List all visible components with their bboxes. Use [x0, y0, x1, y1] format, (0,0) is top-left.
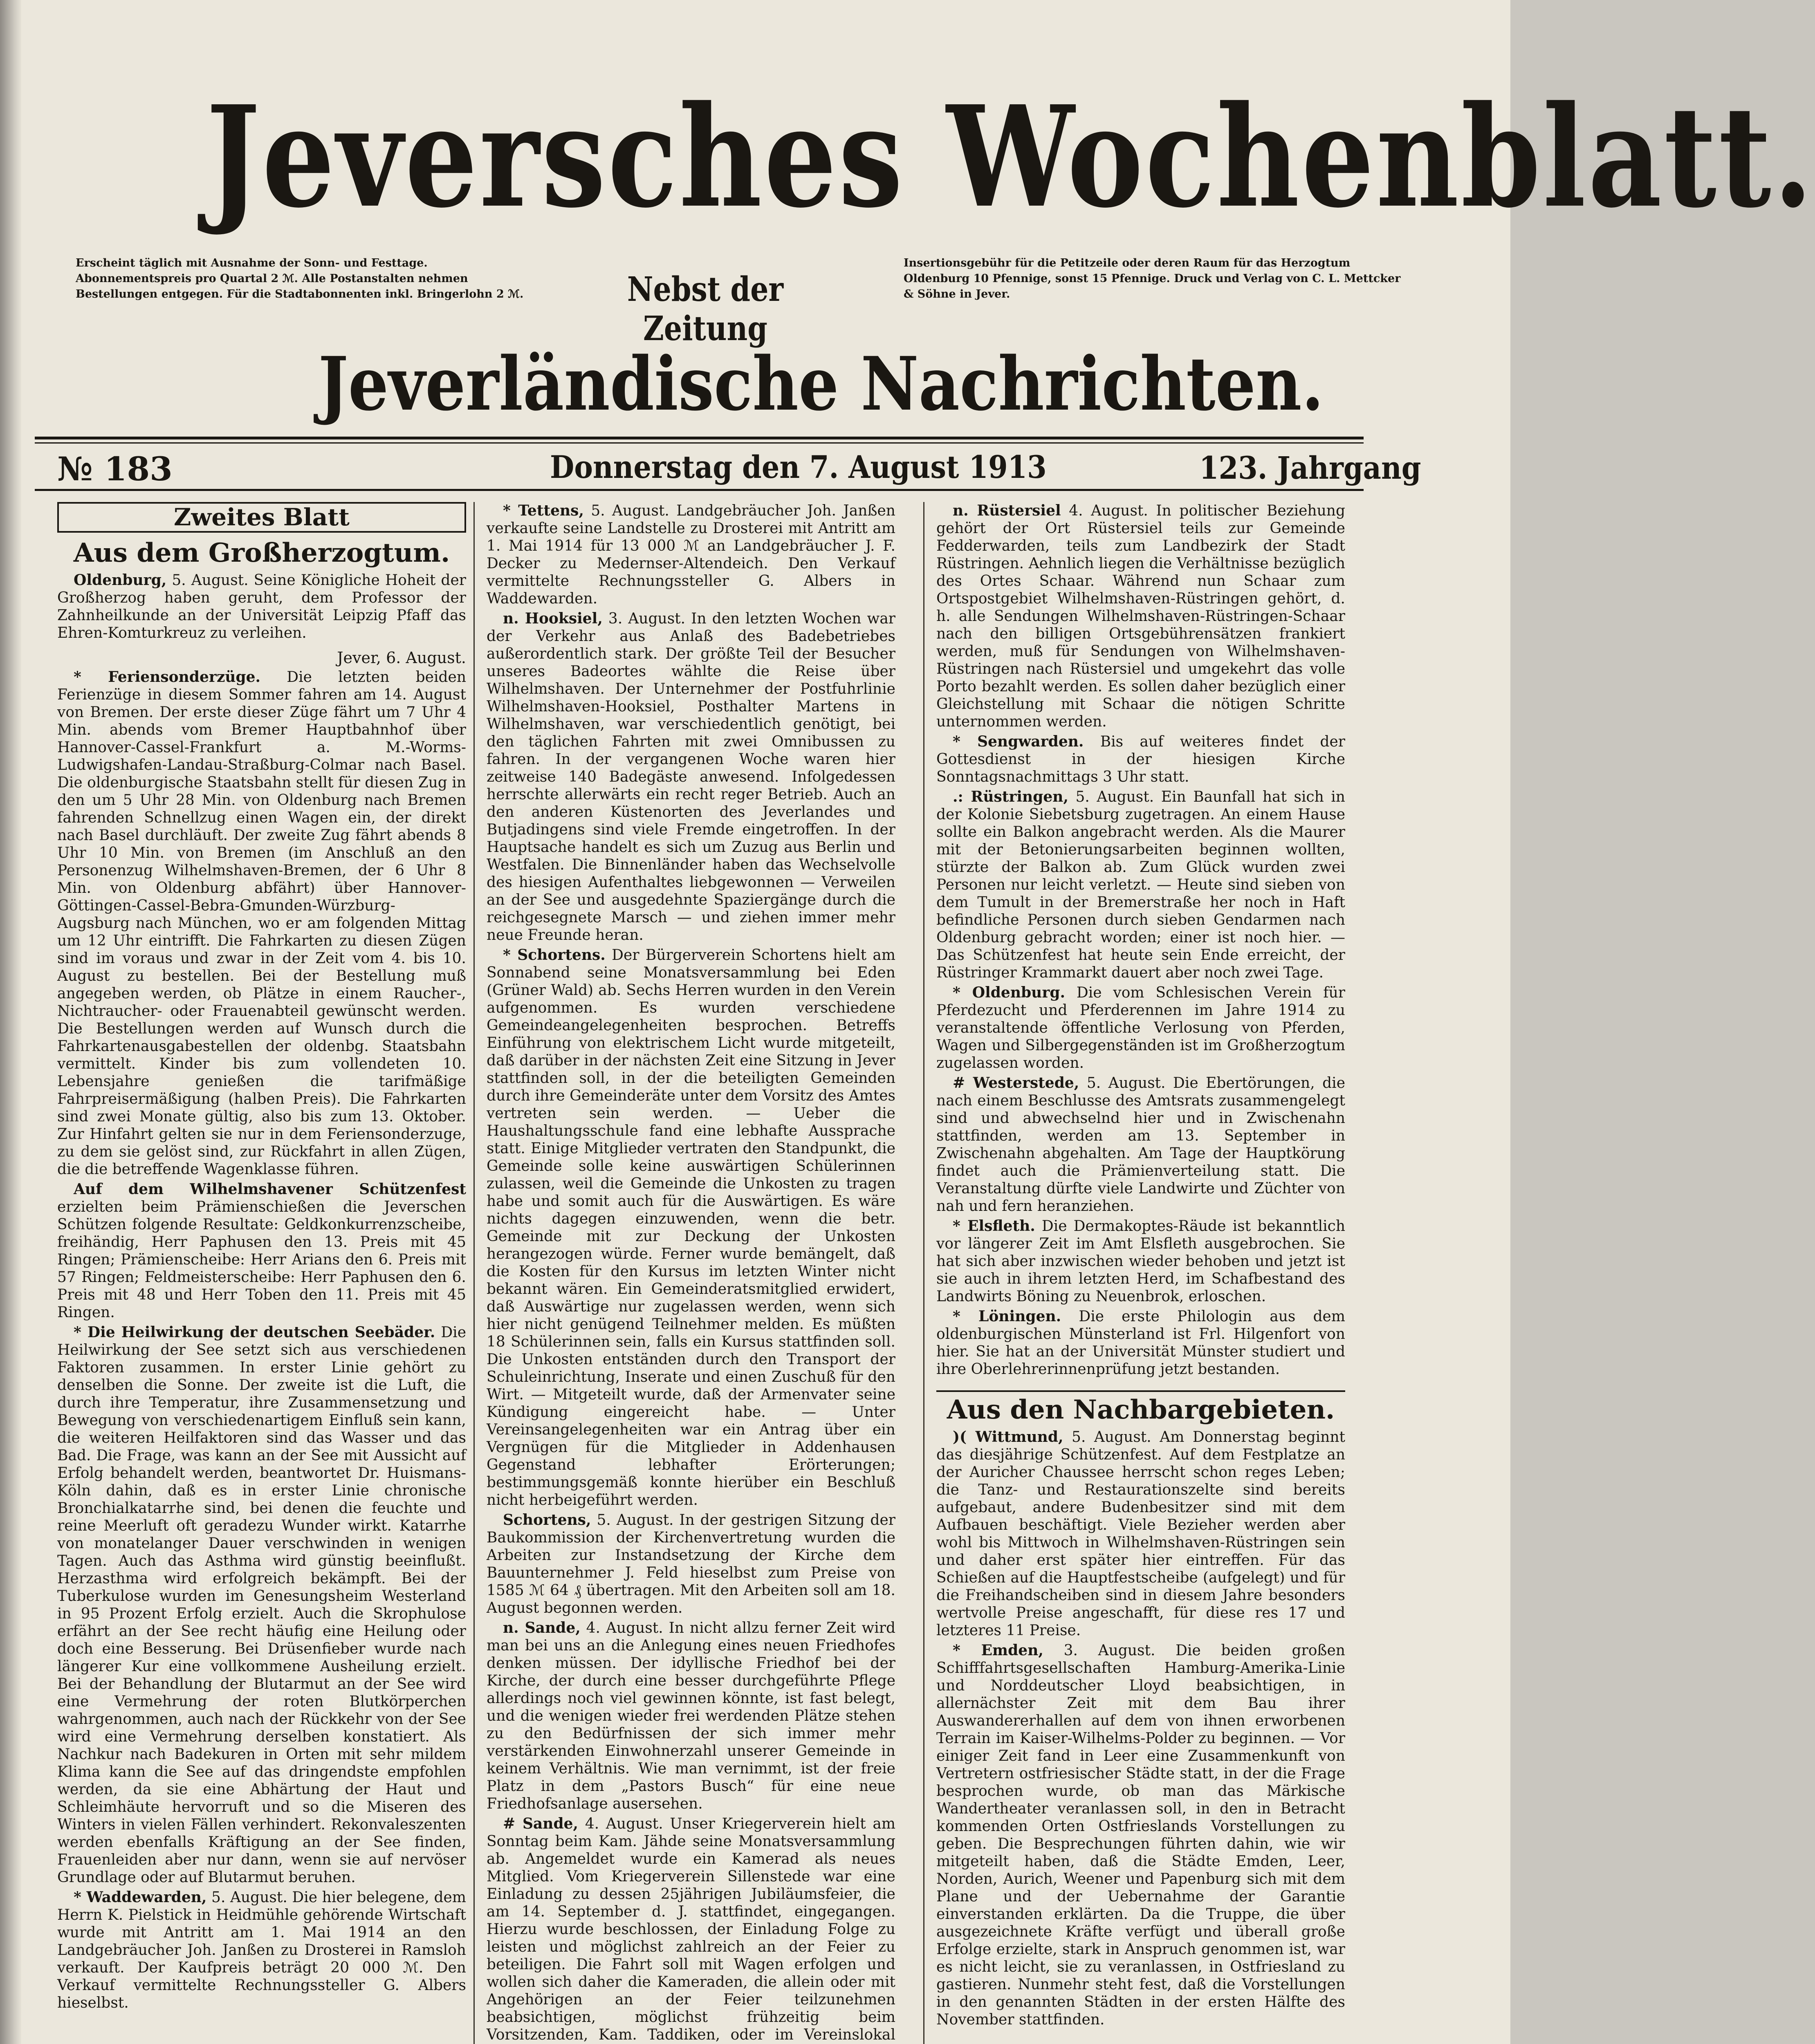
article: * Sengwarden. Bis auf weiteres findet der Gottesdienst in der hiesigen Kirche Sonntagsnachmittags 3 Uhr statt. — [936, 733, 1345, 785]
advertising-info: Insertionsgebühr für die Petitzeile oder deren Raum für das Herzogtum Oldenburg 10 Pfennige, sonst 15 Pfennige. Druck und Verlag von C. L. Mettcker & Söhne in Jever. — [904, 257, 1401, 300]
article: n. Rüstersiel 4. August. In politischer Beziehung gehört der Ort Rüstersiel teils zur Gemeinde Fedderwarden, teils zum Landbezirk der Stadt Rüstringen. Aehnlich liegen die Verhältnisse bezüglich des Ortes Schaar. Während nun Schaar zum Ortspostgebiet Wilhelmshaven-Rüstringen gehört, d. h. alle Sendungen Wilhelmshaven-Rüstringen-Schaar nach den billigen Ortsgebührensätzen frankiert werden, muß für Sendungen von Wilhelmshaven-Rüstringen nach Rüstersiel und umgekehrt das volle Porto bezahlt werden. Es sollen daher bezüglich einer Gleichstellung mit Schaar die nötigen Schritte unternommen werden. — [936, 502, 1346, 730]
page-binding-edge — [0, 0, 21, 2044]
article: * Elsfleth. Die Dermakoptes-Räude ist bekanntlich vor längerer Zeit im Amt Elsfleth ausgebrochen. Sie hat sich aber inzwischen wieder behoben und jetzt ist sie auch in ihrem letzten Herd, im Schafbestand des Landwirts Böning zu Neuenbrok, erloschen. — [936, 1217, 1345, 1305]
article: n. Hooksiel, 3. August. In den letzten Wochen war der Verkehr aus Anlaß des Badebetriebes außerordentlich stark. Der größte Teil der Besucher unseres Badeortes wählte die Reise über Wilhelmshaven. Der Unternehmer der Postfuhrlinie Wilhelmshaven-Hooksiel, Posthalter Martens in Wilhelmshaven, war verschiedentlich genötigt, bei den täglichen Fahrten mit zwei Omnibussen zu fahren. In der vergangenen Woche waren hier zeitweise 140 Badegäste anwesend. Infolgedessen herrschte allerwärts ein recht reger Betrieb. Auch an den anderen Küstenorten des Jeverlandes und Butjadingens sind viele Fremde eingetroffen. In der Hauptsache handelt es sich um Zuzug aus Berlin und Westfalen. Die Binnenländer haben das Wechselvolle des hiesigen Aufenthaltes liebgewonnen — Verweilen an der See und ausgedehnte Spaziergänge durch die reichgesegnete Marsch — und ziehen immer mehr neue Freunde heran. — [487, 610, 895, 944]
article: * Löningen. Die erste Philologin aus dem oldenburgischen Münsterland ist Frl. Hilgenfort von hier. Sie hat an der Universität Münster studiert und ihre Oberlehrerinnenprüfung jetzt bestanden. — [936, 1308, 1346, 1378]
column-3 — [936, 502, 1345, 2044]
column-1 — [57, 502, 466, 2044]
article: * Die Heilwirkung der deutschen Seebäder. Die Heilwirkung der See setzt sich aus verschiedenen Faktoren zusammen. In erster Linie gehört zu denselben die Sonne. Der zweite ist die Luft, die durch ihre Temperatur, ihre Zusammensetzung und Bewegung von verschiedenartigem Einfluß sein kann, die weiteren Heilfaktoren sind das Wasser und das Bad. Die Frage, was kann an der See mit Aussicht auf Erfolg behandelt werden, beantwortet Dr. Huismans-Köln dahin, daß es in erster Linie chronische Bronchialkatarrhe sind, bei denen die feuchte und reine Meerluft oft geradezu Wunder wirkt. Katarrhe von monatelanger Dauer verschwinden in wenigen Tagen. Auch das Asthma wird günstig beeinflußt. Herzasthma wird erfolgreich bekämpft. Bei der Tuberkulose wurden im Genesungsheim Westerland in 95 Prozent Erfolg erzielt. Auch die Skrophulose erfährt an der See recht häufig eine Heilung oder doch eine Besserung. Bei Drüsenfieber wurde nach längerer Kur eine vollkommene Ausheilung erzielt. Bei der Behandlung der Blutarmut an der See wird eine Vermehrung der roten Blutkörperchen wahrgenommen, auch nach der Rückkehr von der See wird eine Vermehrung derselben konstatiert. Als Nachkur nach Badekuren in Orten mit sehr mildem Klima kann die See auf das dringendste empfohlen werden, da sie eine Abhärtung der Haut und Schleimhäute hervorruft und so die Miseren des Winters in vielen Fällen verhindert. Rekonvaleszenten werden ebenfalls Kräftigung an der See finden, Frauenleiden aber nur dann, wenn sie auf nervöser Grundlage oder auf Blutarmut beruhen. — [57, 1324, 466, 1886]
article: .: Rüstringen, 5. August. Ein Baunfall hat sich in der Kolonie Siebetsburg zugetragen. An einem Hause sollte ein Balkon angebracht werden. Als die Maurer mit der Betonierungsarbeiten beginnen wollten, stürzte der Balkon ab. Zum Glück wurden zwei Personen nur leicht verletzt. — Heute sind sieben von dem Tumult in der Bremerstraße her noch in Haft befindliche Personen durch sieben Gendarmen nach Oldenburg gebracht worden; einer ist noch hier. — Das Schützenfest hat heute sein Ende erreicht, der Rüstringer Krammarkt dauert aber noch zwei Tage. — [936, 788, 1345, 981]
section-heading: Aus den Nachbargebieten. — [936, 1390, 1345, 1419]
issue-date: Donnerstag den 7. August 1913 — [550, 449, 1047, 485]
article: n. Sande, 4. August. In nicht allzu ferner Zeit wird man bei uns an die Anlegung eines neuen Friedhofes denken müssen. Der idyllische Friedhof bei der Kirche, der durch eine besser durchgeführte Pflege allerdings noch viel gewinnen könnte, ist fast belegt, und die wenigen wieder frei werdenden Plätze stehen zu den Bedürfnissen der sich immer mehr verstärkenden Einwohnerzahl unserer Gemeinde in keinem Verhältnis. Wie man vernimmt, ist der freie Platz in dem „Pastors Busch“ für eine neue Friedhofsanlage ausersehen. — [487, 1619, 895, 1812]
issue-number: № 183 — [57, 450, 173, 488]
article: * Emden, 3. August. Die beiden großen Schifffahrtsgesellschaften Hamburg-Amerika-Linie und Norddeutscher Lloyd beabsichtigen, in allernächster Zeit mit dem Bau ihrer Auswandererhallen auf dem von ihnen erworbenen Terrain im Kaiser-Wilhelms-Polder zu beginnen. — Vor einiger Zeit fand in Leer eine Zusammenkunft von Vertretern ostfriesischer Städte statt, in der die Frage besprochen wurde, ob man das Märkische Wandertheater veranlassen soll, in den in Betracht kommenden Orten Ostfrieslands Vorstellungen zu geben. Die Besprechungen führten dahin, wie wir mitgeteilt haben, daß die Städte Emden, Leer, Norden, Aurich, Weener und Papenburg sich mit dem Plane und der Uebernahme der Garantie einverstanden erklärten. Da die Truppe, die über ausgezeichnete Kräfte verfügt und überall große Erfolge erzielte, stark in Anspruch genommen ist, war es nicht leicht, sie zu veranlassen, in Ostfriesland zu gastieren. Nunmehr steht fest, daß die Vorstellungen in den genannten Städten in der ersten Hälfte des November stattfinden. — [936, 1642, 1345, 2028]
article: # Westerstede, 5. August. Die Ebertörungen, die nach einem Beschlusse des Amtsrats zusammengelegt sind und abwechselnd hier und in Zwischenahn stattfinden, werden am 13. September in Zwischenahn abgehalten. Am Tage der Hauptkörung findet auch die Prämienverteilung statt. Die Veranstaltung dürfte viele Landwirte und Züchter von nah und fern heranziehen. — [936, 1074, 1345, 1215]
article: * Waddewarden, 5. August. Die hier belegene, dem Herrn K. Pielstick in Heidmühle gehörende Wirtschaft wurde mit Antritt am 1. Mai 1914 an den Landgebräucher Joh. Janßen zu Drosterei in Ramsloh verkauft. Der Kaufpreis beträgt 20 000 ℳ. Den Verkauf vermittelte Rechnungssteller G. Albers hieselbst. — [57, 1889, 466, 2011]
article: * Tettens, 5. August. Landgebräucher Joh. Janßen verkaufte seine Landstelle zu Drosterei mit Antritt am 1. Mai 1914 für 13 000 ℳ an Landgebräucher J. F. Decker zu Medernser-Altendeich. Den Verkauf vermittelte Rechnungssteller G. Albers in Waddewarden. — [487, 502, 895, 607]
article: Oldenburg, 5. August. Seine Königliche Hoheit der Großherzog haben geruht, dem Professor der Zahnheilkunde an der Universität Leipzig Pfaff das Ehren-Komturkreuz zu verleihen. — [57, 572, 466, 641]
supplement-header: Zweites Blatt — [57, 502, 466, 533]
volume-number: 123. Jahrgang — [1199, 450, 1421, 486]
article: )( Wittmund, 5. August. Am Donnerstag beginnt das diesjährige Schützenfest. Auf dem Festplatze an der Auricher Chaussee herrscht schon reges Leben; die Tanz- und Restaurationszelte sind bereits aufgebaut, andere Budenbesitzer sind mit dem Aufbauen beschäftigt. Viele Bezieher werden aber wohl bis Mittwoch in Wilhelmshaven-Rüstringen sein und daher erst später hier eintreffen. Für das Schießen auf die Hauptfestscheibe (aufgelegt) und für die Freihandscheiben sind in diesem Jahre besonders wertvolle Preise angeschafft, für diese res 17 und letzteres 11 Preise. — [936, 1428, 1345, 1639]
masthead-rule-bottom — [35, 489, 1364, 491]
article: # Sande, 4. August. Unser Kriegerverein hielt am Sonntag beim Kam. Jähde seine Monatsversammlung ab. Angemeldet wurde ein Kamerad als neues Mitglied. Vom Kriegerverein Sillenstede war eine Einladung zu dessen 25jährigen Jubiläumsfeier, die am 14. September d. J. stattfindet, eingegangen. Hierzu wurde beschlossen, der Einladung Folge zu leisten und möglichst zahlreich an der Feier zu beteiligen. Die Fahrt soll mit Wagen erfolgen und wollen sich daher die Kameraden, die allein oder mit Angehörigen an der Feier teilzunehmen beabsichtigen, möglichst frühzeitig beim Vorsitzenden, Kam. Taddiken, oder im Vereinslokal — [487, 1815, 895, 2043]
dateline: Jever, 6. August. — [337, 649, 466, 667]
masthead-rule-top — [35, 437, 1364, 439]
column-divider — [923, 502, 924, 2044]
column-divider — [473, 502, 475, 2044]
masthead-rule-top-thin — [35, 442, 1364, 444]
article: * Feriensonderzüge. Die letzten beiden Ferienzüge in diesem Sommer fahren am 14. August von Bremen. Der erste dieser Züge fährt um 7 Uhr 4 Min. abends vom Bremer Hauptbahnhof über Hannover-Cassel-Frankfurt a. M.-Worms-Ludwigshafen-Landau-Straßburg-Colmar nach Basel. Die oldenburgische Staatsbahn stellt für diesen Zug in den um 5 Uhr 28 Min. von Oldenburg nach Bremen fahrenden Schnellzug einen Wagen ein, der direkt nach Basel durchläuft. Der zweite Zug fährt abends 8 Uhr 10 Min. von Bremen (im Anschluß an den Personenzug Wilhelmshaven-Bremen, der 6 Uhr 8 Min. von Oldenburg abfährt) über Hannover-Göttingen-Cassel-Bebra-Gmunden-Würzburg-Augsburg nach München, wo er am folgenden Mittag um 12 Uhr eintrifft. Die Fahrkarten zu diesen Zügen sind im voraus und zwar in der Zeit vom 4. bis 10. August zu bestellen. Bei der Bestellung muß angegeben werden, ob Plätze in einem Raucher-, Nichtraucher- oder Frauenabteil gewünscht werden. Die Bestellungen werden auf Wunsch durch die Fahrkartenausgabestellen der oldenbg. Staatsbahn vermittelt. Kinder bis zum vollendeten 10. Lebensjahre genießen die tarifmäßige Fahrpreisermäßigung (halben Preis). Die Fahrkarten sind zwei Monate gültig, also bis zum 13. Oktober. Zur Hinfahrt gelten sie nur in dem Feriensonderzuge, zu dem sie gelöst sind, zur Rückfahrt in allen Zügen, die die betreffende Wagenklasse führen. — [57, 668, 467, 1178]
column-2 — [487, 502, 895, 2044]
subscription-info: Erscheint täglich mit Ausnahme der Sonn- und Festtage. Abonnementspreis pro Quartal 2 ℳ. Alle Postanstalten nehmen Bestellungen entgegen. Für die Stadtabonnenten inkl. Bringerlohn 2 ℳ. — [76, 257, 524, 300]
article: Auf dem Wilhelmshavener Schützenfest erzielten beim Prämienschießen die Jeverschen Schützen folgende Resultate: Geldkonkurrenzscheibe, freihändig, Herr Paphusen den 13. Preis mit 45 Ringen; Prämienscheibe: Herr Arians den 6. Preis mit 57 Ringen; Feldmeisterscheibe: Herr Paphusen den 6. Preis mit 48 und Herr Toben den 11. Preis mit 45 Ringen. — [57, 1181, 466, 1321]
section-heading: Aus dem Großherzogtum. — [73, 538, 450, 568]
masthead-title: Jeversches Wochenblatt. — [206, 76, 1815, 239]
article: * Oldenburg. Die vom Schlesischen Verein für Pferdezucht und Pferderennen im Jahre 1914 zu veranstaltende öffentliche Verlosung von Pferden, Wagen und Silbergegenständen ist im Großherzogtum zugelassen worden. — [936, 984, 1346, 1071]
article: * Schortens. Der Bürgerverein Schortens hielt am Sonnabend seine Monatsversammlung bei Eden (Grüner Wald) ab. Sechs Herren wurden in den Verein aufgenommen. Es wurden verschiedene Gemeindeangelegenheiten besprochen. Betreffs Einführung von elektrischem Licht wurde mitgeteilt, daß darüber in der nächsten Zeit eine Sitzung in Jever stattfinden soll, in der die beteiligten Gemeinden durch ihre Gemeinderäte unter dem Vorsitz des Amtes vertreten sein werden. — Ueber die Haushaltungsschule fand eine lebhafte Aussprache statt. Einige Mitglieder vertraten den Standpunkt, die Gemeinde solle keine auswärtigen Schülerinnen zulassen, weil die Gemeinde die Unkosten zu tragen habe und somit auch für die Auswärtigen. Es wäre nichts dagegen einzuwenden, wenn die betr. Gemeinde mit zur Deckung der Unkosten herangezogen würde. Ferner wurde bemängelt, daß die Kosten für den Kursus im letzten Winter nicht bekannt wären. Ein Gemeinderatsmitglied erwidert, daß Auswärtige nur zugelassen werden, wenn sich hier nicht genügend Teilnehmer melden. Es müßten 18 Schülerinnen sein, falls ein Kursus stattfinden soll. Die Unkosten entständen durch den Transport der Schuleinrichtung, Inserate und einen Zuschuß für den Wirt. — Mitgeteilt wurde, daß der Armenvater seine Kündigung eingereicht habe. — Unter Vereinsangelegenheiten war ein Antrag über ein Vergnügen für die Mitglieder in Addenhausen Gegenstand lebhafter Erörterungen; bestimmungsgemäß konnte hierüber ein Beschluß nicht herbeigeführt werden. — [487, 946, 896, 1508]
secondary-title: Jeverländische Nachrichten. — [318, 341, 1324, 427]
with-paper-line: Nebst der Zeitung — [627, 270, 784, 348]
article: Schortens, 5. August. In der gestrigen Sitzung der Baukommission der Kirchenvertretung wurden die Arbeiten zur Instandsetzung der Kirche dem Bauunternehmer J. Feld hieselbst zum Preise von 1585 ℳ 64 ₰ übertragen. Mit den Arbeiten soll am 18. August begonnen werden. — [487, 1511, 895, 1616]
